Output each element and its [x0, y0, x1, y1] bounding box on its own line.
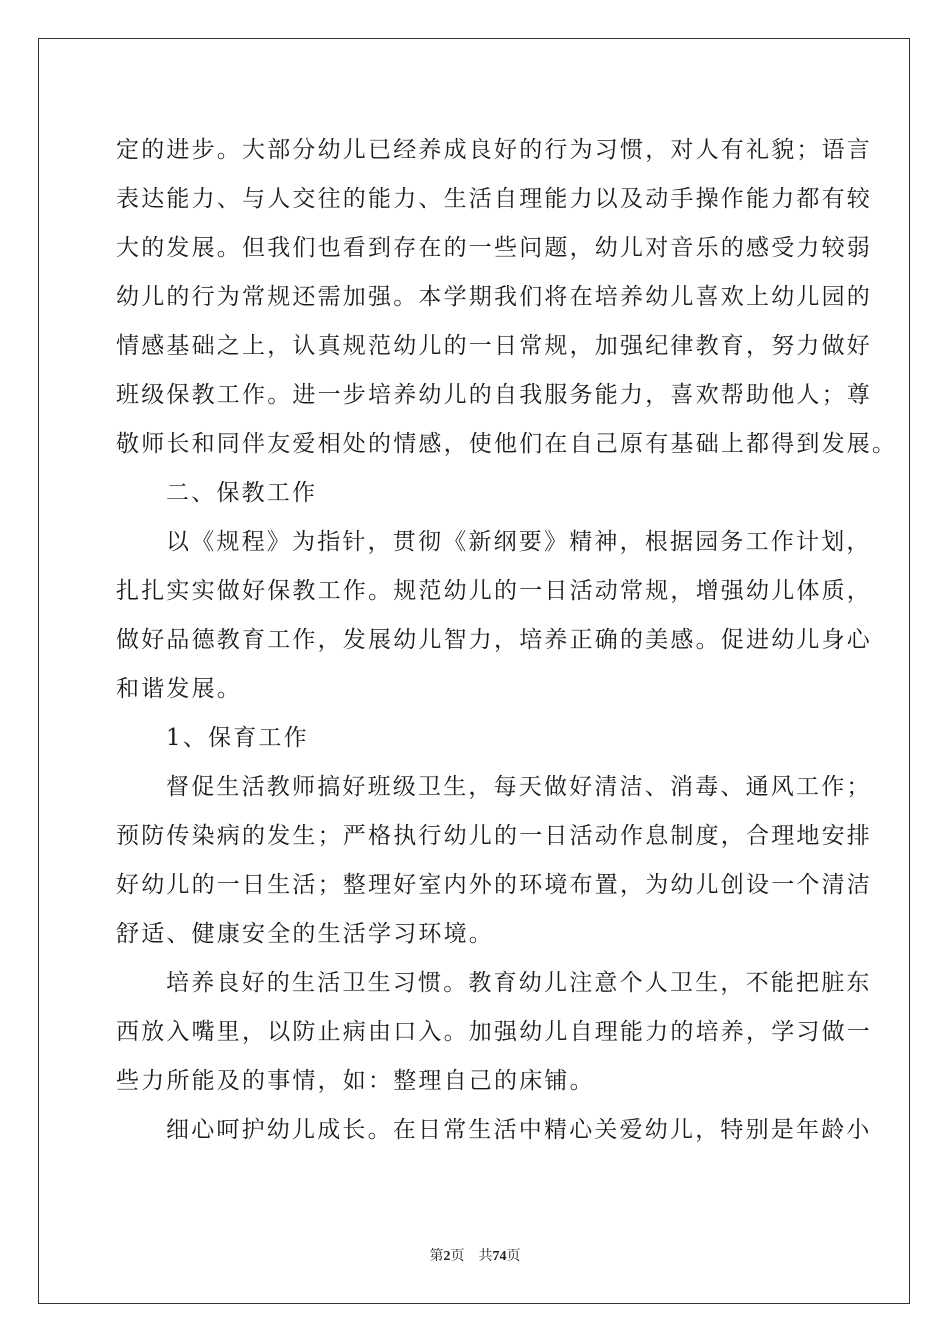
text-line-2: 表达能力、与人交往的能力、生活自理能力以及动手操作能力都有较 [116, 186, 872, 212]
text-line-1: 定的进步。大部分幼儿已经养成良好的行为习惯，对人有礼貌；语言 [116, 137, 872, 163]
page-suffix: 页 [450, 1249, 465, 1264]
total-prefix: 共 [478, 1249, 493, 1264]
document-body [116, 126, 898, 1155]
total-pages: 74 [492, 1249, 507, 1264]
text-line-4: 幼儿的行为常规还需加强。本学期我们将在培养幼儿喜欢上幼儿园的 [116, 284, 872, 310]
text-line-19: 西放入嘴里，以防止病由口入。加强幼儿自理能力的培养，学习做一 [116, 1019, 872, 1045]
text-line-3: 大的发展。但我们也看到存在的一些问题，幼儿对音乐的感受力较弱 [116, 235, 872, 261]
text-line-18: 培养良好的生活卫生习惯。教育幼儿注意个人卫生，不能把脏东 [166, 970, 872, 996]
text-line-11: 做好品德教育工作，发展幼儿智力，培养正确的美感。促进幼儿身心 [116, 627, 872, 653]
page-prefix: 第 [429, 1249, 444, 1264]
text-line-10: 扎扎实实做好保教工作。规范幼儿的一日活动常规，增强幼儿体质， [116, 578, 872, 604]
text-line-12: 和谐发展。 [116, 676, 242, 702]
section-heading-baojiao: 二、保教工作 [166, 480, 318, 506]
text-line-6: 班级保教工作。进一步培养幼儿的自我服务能力，喜欢帮助他人；尊 [116, 382, 872, 408]
subsection-heading-baoyu: 1、保育工作 [166, 725, 309, 751]
text-line-15: 预防传染病的发生；严格执行幼儿的一日活动作息制度，合理地安排 [116, 823, 872, 849]
text-line-14: 督促生活教师搞好班级卫生，每天做好清洁、消毒、通风工作； [166, 774, 872, 800]
text-line-17: 舒适、健康安全的生活学习环境。 [116, 921, 494, 947]
page-footer [0, 1245, 950, 1265]
text-line-5: 情感基础之上，认真规范幼儿的一日常规，加强纪律教育，努力做好 [116, 333, 872, 359]
text-line-7: 敬师长和同伴友爱相处的情感，使他们在自己原有基础上都得到发展。 [116, 431, 898, 457]
text-line-9: 以《规程》为指针，贯彻《新纲要》精神，根据园务工作计划， [166, 529, 872, 555]
total-suffix: 页 [506, 1249, 521, 1264]
text-line-21: 细心呵护幼儿成长。在日常生活中精心关爱幼儿，特别是年龄小 [166, 1117, 872, 1143]
text-line-20: 些力所能及的事情，如：整理自己的床铺。 [116, 1068, 595, 1094]
page-number: 2 [443, 1249, 451, 1264]
text-line-16: 好幼儿的一日生活；整理好室内外的环境布置，为幼儿创设一个清洁 [116, 872, 872, 898]
